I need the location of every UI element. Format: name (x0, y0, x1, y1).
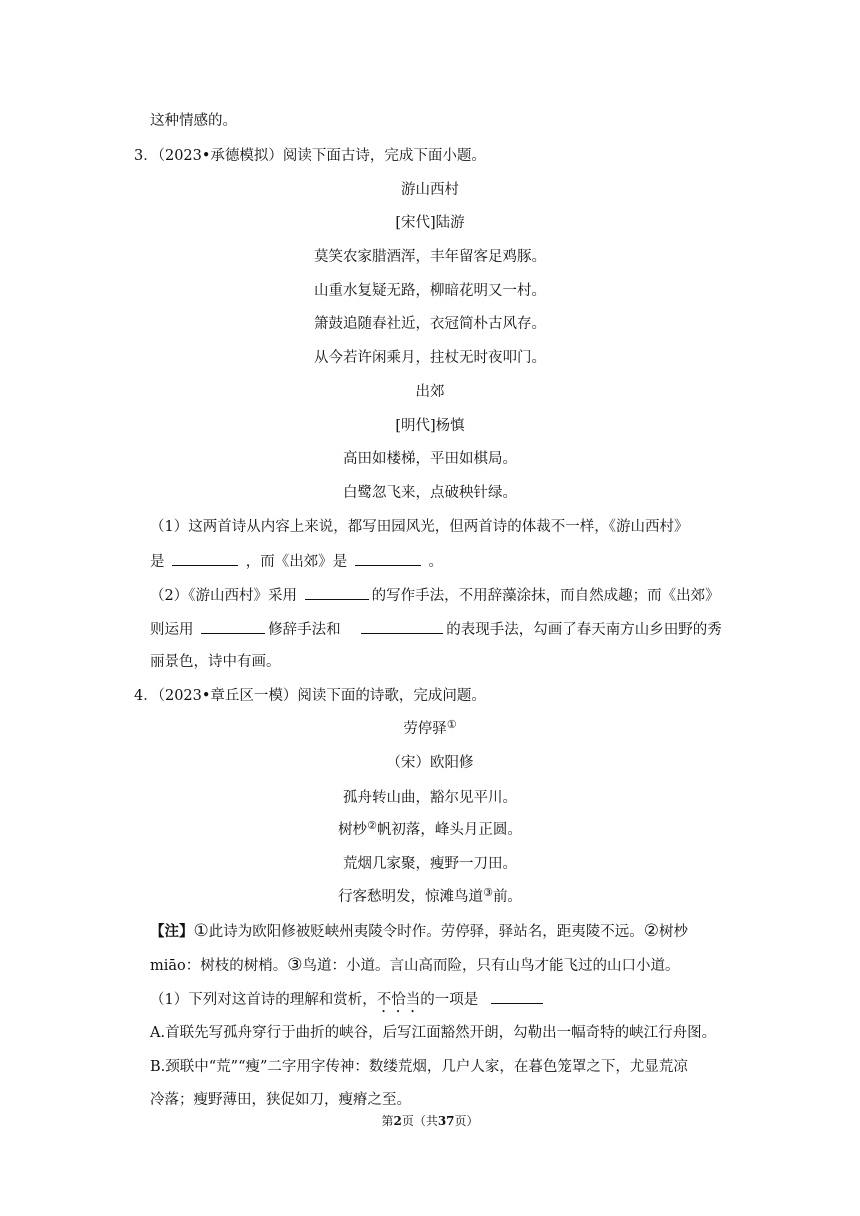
poem-2-title: 出郊 (415, 384, 445, 400)
footer-text-b: 页（共 (401, 1114, 438, 1128)
sub-question-1-line-a: （1）这两首诗从内容上来说，都写田园风光，但两首诗的体裁不一样，《游山西村》 (150, 519, 689, 535)
note-text-c: miāo：树枝的树梢。 (150, 958, 288, 974)
poem-3-line-1: 孤舟转山曲，豁尔见平川。 (343, 790, 517, 806)
poem-3-line-4 (0, 887, 860, 908)
sub-question-1-text-b: ，而《出郊》是 (245, 554, 348, 570)
poem-3-title (0, 719, 860, 740)
footnote-marker-2: ② (367, 819, 377, 832)
poem-3-line-3: 荒烟几家聚，瘦野一刀田。 (343, 856, 517, 872)
note-tag: 【注】 (150, 923, 194, 940)
sub-question-1-text-a: 是 (150, 554, 165, 570)
answer-blank-2[interactable] (355, 551, 421, 566)
footer-page-number: 2 (393, 1114, 402, 1128)
answer-blank-6[interactable] (491, 989, 543, 1004)
poem-2-line-1: 高田如楼梯，平田如棋局。 (343, 451, 517, 467)
poem-1-line-3: 箫鼓追随春社近，衣冠简朴古风存。 (314, 316, 546, 332)
poem-3-line-2 (0, 820, 860, 841)
poem-3-author: （宋）欧阳修 (386, 755, 474, 771)
option-a: A.首联先写孤舟穿行于曲折的峡谷，后写江面豁然开朗，勾勒出一幅奇特的峡江行舟图。 (150, 1025, 717, 1041)
sub-question-2-line-c: 丽景色，诗中有画。 (150, 654, 281, 670)
question-3-heading: 3．（2023•承德模拟）阅读下面古诗，完成下面小题。 (134, 148, 486, 164)
poem-1-author: [宋代]陆游 (395, 215, 465, 231)
sub-question-2-line-a (150, 585, 720, 606)
footer-total-pages: 37 (437, 1114, 455, 1128)
note-marker-1: ① (193, 921, 209, 941)
poem-1-line-1: 莫笑农家腊酒浑，丰年留客足鸡豚。 (314, 249, 546, 265)
page-footer (0, 1111, 860, 1131)
question-4-heading: 4．（2023•章丘区一模）阅读下面的诗歌，完成问题。 (134, 688, 486, 704)
answer-blank-1[interactable] (172, 551, 238, 566)
sub-question-2-text-b1: 则运用 (150, 622, 194, 638)
poem-3-line-4-b: 前。 (492, 889, 522, 905)
poem-2-author: [明代]杨慎 (395, 418, 465, 434)
note-text-d: 鸟道：小道。言山高而险，只有山鸟才能飞过的山口小道。 (302, 958, 680, 974)
option-b-line-2: 冷落；瘦野薄田，狭促如刀，瘦瘠之至。 (150, 1092, 411, 1108)
mc-question-emphasis: 不恰当 (376, 992, 421, 1008)
poem-1-line-4: 从今若许闲乘月，拄杖无时夜叩门。 (314, 350, 546, 366)
note-text-b: 树杪 (659, 924, 688, 940)
option-b-line-1: B.颈联中“荒”“瘦”二字用字传神：数缕荒烟，几户人家，在暮色笼罩之下，尤显荒凉 (150, 1059, 688, 1075)
answer-blank-4[interactable] (201, 619, 265, 634)
note-text-a: 此诗为欧阳修被贬峡州夷陵令时作。劳停驿，驿站名，距夷陵不远。 (208, 924, 644, 940)
poem-notes-line-2 (150, 955, 680, 976)
sub-question-1-line-b (150, 551, 443, 572)
sub-question-2-text-b2: 修辞手法和 (268, 622, 341, 638)
poem-1-line-2: 山重水复疑无路，柳暗花明又一村。 (314, 283, 546, 299)
poem-3-line-2-a: 树杪 (338, 822, 368, 838)
answer-blank-3[interactable] (305, 585, 369, 600)
multiple-choice-question (150, 989, 546, 1016)
sub-question-2-line-b (150, 619, 722, 640)
previous-text-tail: 这种情感的。 (150, 113, 237, 129)
answer-blank-5[interactable] (361, 619, 443, 634)
poem-notes-line-1 (150, 921, 688, 942)
poem-3-line-4-a: 行客愁明发，惊滩鸟道 (338, 889, 484, 905)
sub-question-2-text-a1: （2）《游山西村》采用 (150, 588, 297, 604)
poem-2-line-2: 白鹭忽飞来，点破秧针绿。 (343, 485, 517, 501)
footer-text-c: 页） (454, 1114, 479, 1128)
footer-text-a: 第 (381, 1114, 394, 1128)
footnote-marker-1: ① (446, 718, 457, 731)
poem-1-title: 游山西村 (401, 182, 459, 198)
mc-question-text-b: 的一项是 (420, 992, 479, 1008)
sub-question-1-text-c: 。 (428, 554, 443, 570)
sub-question-2-text-b3: 的表现手法，勾画了春天南方山乡田野的秀 (446, 622, 722, 638)
sub-question-2-text-a2: 的写作手法，不用辞藻涂抹，而自然成趣；而《出郊》 (371, 588, 720, 604)
footnote-marker-3: ③ (483, 886, 493, 899)
mc-question-text-a: （1）下列对这首诗的理解和赏析， (150, 992, 377, 1008)
poem-3-title-text: 劳停驿 (403, 721, 447, 737)
note-marker-2: ② (643, 921, 659, 941)
poem-3-line-2-b: 帆初落，峰头月正圆。 (376, 822, 522, 838)
note-marker-3: ③ (287, 955, 303, 975)
